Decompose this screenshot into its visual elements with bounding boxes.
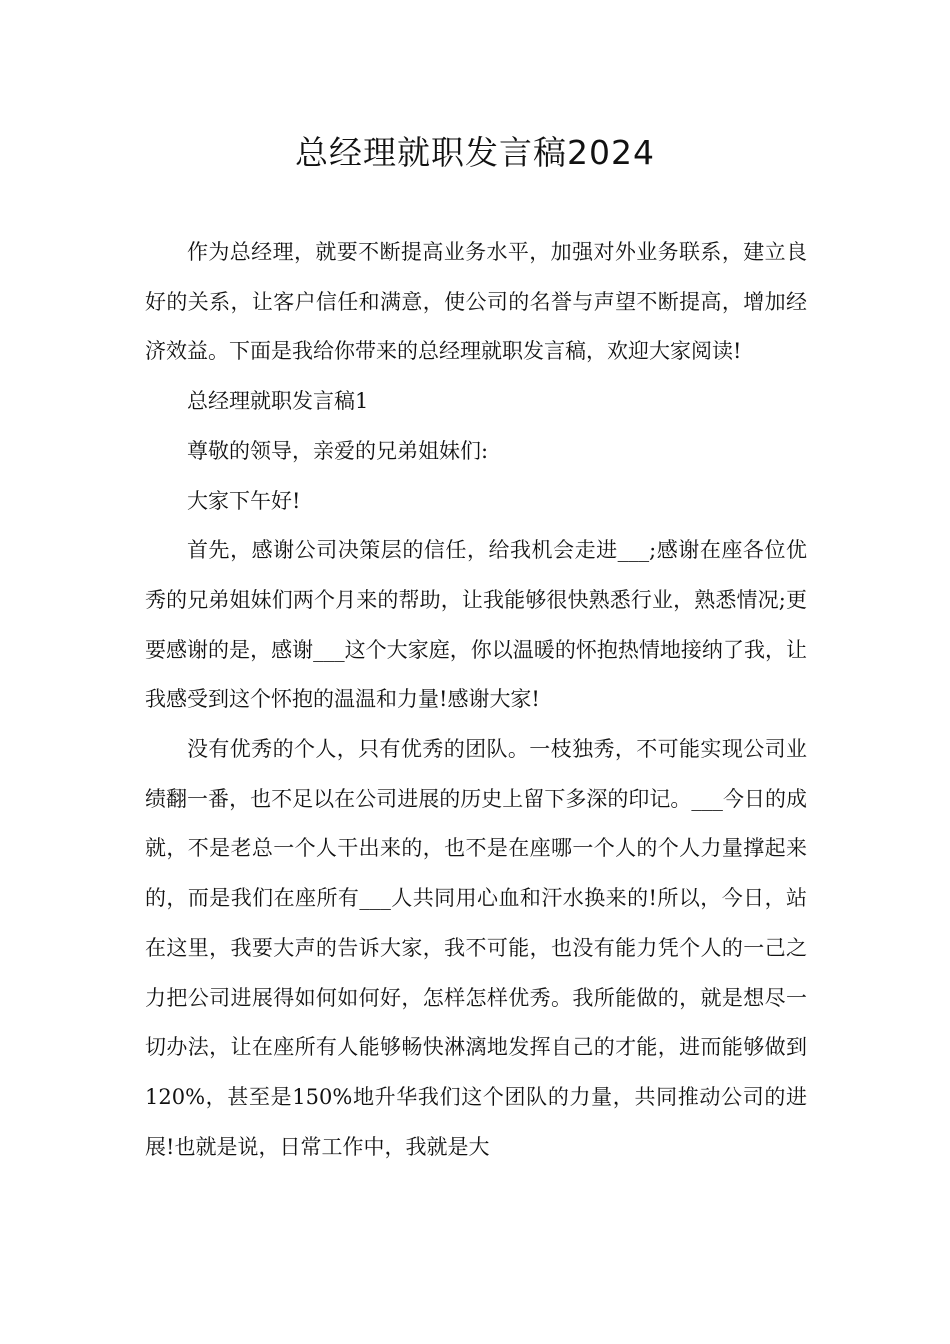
document-title: 总经理就职发言稿2024 bbox=[295, 133, 655, 172]
document-body bbox=[145, 228, 807, 1172]
thanks-paragraph: 首先，感谢公司决策层的信任，给我机会走进___;感谢在座各位优秀的兄弟姐妹们两个月来的帮助，让我能够很快熟悉行业，熟悉情况;更要感谢的是，感谢___这个大家庭，你以温暖的怀抱热情地接纳了我，让我感受到这个怀抱的温温和力量!感谢大家! bbox=[145, 538, 807, 712]
intro-paragraph: 作为总经理，就要不断提高业务水平，加强对外业务联系，建立良好的关系，让客户信任和满意，使公司的名誉与声望不断提高，增加经济效益。下面是我给你带来的总经理就职发言稿，欢迎大家阅读! bbox=[145, 240, 807, 364]
salutation: 尊敬的领导，亲爱的兄弟姐妹们: bbox=[187, 438, 489, 463]
section-heading: 总经理就职发言稿1 bbox=[187, 389, 369, 414]
team-paragraph: 没有优秀的个人，只有优秀的团队。一枝独秀，不可能实现公司业绩翻一番，也不足以在公司进展的历史上留下多深的印记。___今日的成就，不是老总一个人干出来的，也不是在座哪一个人的个人力量撑起来的，而是我们在座所有___人共同用心血和汗水换来的!所以，今日，站在这里，我要大声的告诉大家，我不可能，也没有能力凭个人的一己之力把公司进展得如何如何好，怎样怎样优秀。我所能做的，就是想尽一切办法，让在座所有人能够畅快淋漓地发挥自己的才能，进而能够做到120%，甚至是150%地升华我们这个团队的力量，共同推动公司的进展!也就是说，日常工作中，我就是大 bbox=[145, 737, 807, 1159]
greeting: 大家下午好! bbox=[187, 488, 301, 513]
